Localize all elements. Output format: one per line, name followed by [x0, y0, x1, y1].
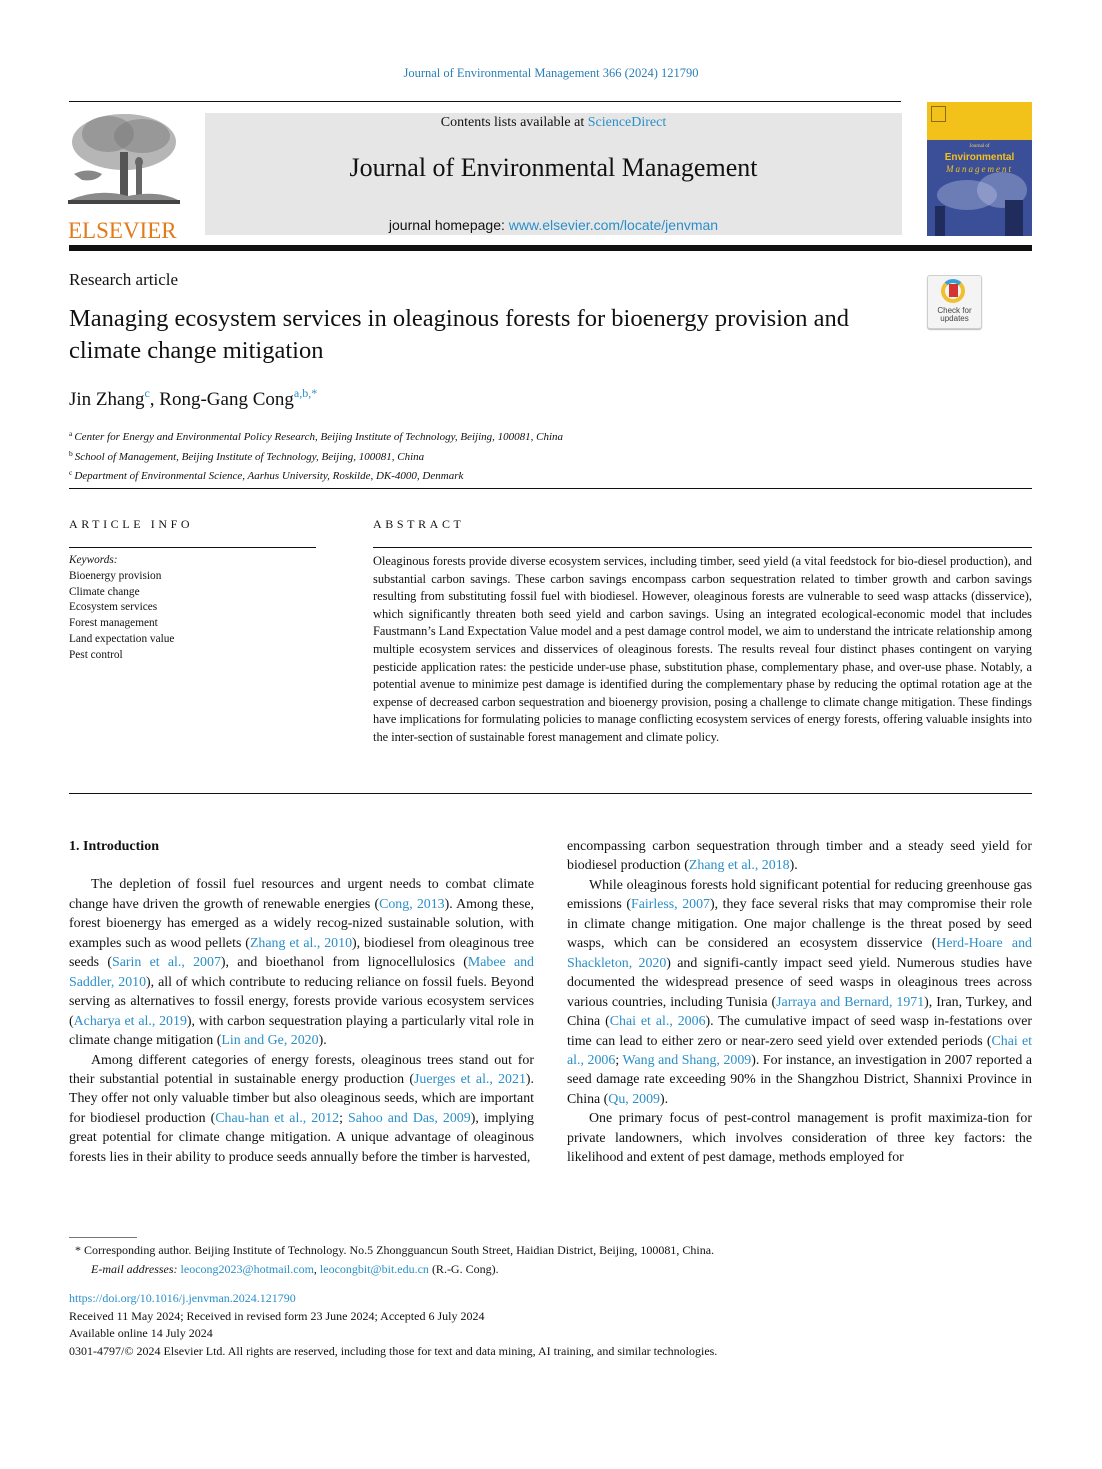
cover-title-line1: Environmental: [944, 152, 1015, 163]
citation-link[interactable]: Chai et al., 2006: [609, 1014, 706, 1030]
keyword-item: Pest control: [69, 648, 123, 661]
publication-info: [69, 1290, 717, 1360]
copyright-line: 0301-4797/© 2024 Elsevier Ltd. All rights are reserved, including those for text and data mining, AI training, and similar technologies.: [69, 1343, 718, 1358]
article-type: Research article: [69, 270, 179, 289]
history-line: Received 11 May 2024; Received in revised form 23 June 2024; Accepted 6 July 2024: [69, 1308, 485, 1323]
doi-link[interactable]: https://doi.org/10.1016/j.jenvman.2024.121790: [69, 1291, 296, 1305]
sciencedirect-link[interactable]: ScienceDirect: [587, 115, 667, 130]
article-info-heading: ARTICLE INFO: [69, 517, 194, 531]
online-date: Available online 14 July 2024: [69, 1326, 213, 1340]
journal-banner: [205, 113, 902, 235]
author-affiliation-mark[interactable]: c: [144, 386, 150, 400]
author-list: Jin Zhang$^c$, Rong-Gang Cong$^{a,b,*}$: [69, 386, 318, 410]
keywords-block: [69, 553, 174, 664]
homepage-line: journal homepage: www.elsevier.com/locate/jenvman: [388, 217, 719, 233]
elsevier-logo[interactable]: [68, 112, 180, 243]
journal-title: Journal of Environmental Management: [349, 153, 758, 182]
keyword-item: Bioenergy provision: [69, 569, 162, 582]
journal-homepage-link[interactable]: www.elsevier.com/locate/jenvman: [508, 217, 719, 233]
citation-link[interactable]: Sahoo and Das, 2009: [347, 1110, 471, 1126]
keyword-item: Climate change: [69, 585, 140, 598]
affiliation-item: $^a$ Center for Energy and Environmental Policy Research, Beijing Institute of Technology, Beijing, 100081, China: [69, 429, 564, 443]
crossmark-bookmark-icon: [949, 284, 958, 297]
cover-journal-of: Journal of: [969, 144, 990, 149]
corresponding-author-note: * Corresponding author. Beijing Institute of Technology. No.5 Zhongguancun South Street, Haidian District, Beijing, 100081, China.: [75, 1243, 715, 1257]
section-rule: [69, 488, 1032, 489]
header-rule: [69, 101, 901, 102]
running-head: Journal of Environmental Management 366 (2024) 121790: [403, 66, 699, 80]
paragraph: The depletion of fossil fuel resources and urgent needs to combat climate change have driven the growth of renewable energies (Cong, 2013). Among these, forest bioenergy has emerged as a widely recog-nized sustainable solution, with examples such as wood pellets (Zhang et al., 2010), biodiesel from oleaginous tree seeds (Sarin et al., 2007), and bioethanol from lignocellulosics (Mabee and Saddler, 2010), all of which contribute to reducing reliance on fossil fuels. Beyond serving as alternatives to fossil energy, forests provide various ecosystem services (Acharya et al., 2019), with carbon sequestration playing a particularly vital role in climate change mitigation (Lin and Ge, 2020).: [69, 877, 535, 1049]
contents-line: Contents lists available at ScienceDirect: [440, 115, 667, 130]
citation-link[interactable]: Cong, 2013: [379, 896, 445, 912]
email-link[interactable]: leocongbit@bit.edu.cn: [319, 1262, 429, 1276]
cover-title-line2: Management: [946, 164, 1013, 174]
keyword-item: Ecosystem services: [69, 601, 158, 614]
abstract-heading: ABSTRACT: [373, 517, 465, 531]
citation-link[interactable]: Acharya et al., 2019: [73, 1013, 187, 1029]
footnotes: [75, 1241, 714, 1279]
paragraph: While oleaginous forests hold significant potential for reducing greenhouse gas emissions (Fairless, 2007), they face several risks that may compromise their role in climate change mitigation. One major challenge is the threat posed by seed wasps, which can be considered an ecosystem disservice (Herd-Hoare and Shackleton, 2020) and signifi-cantly impact seed yield. Numerous studies have documented the widespread presence of seed wasps in oleaginous trees across various countries, including Tunisia (Jarraya and Bernard, 1971), Iran, Turkey, and China (Chai et al., 2006). The cumulative impact of seed wasp in-festations over time can lead to either zero or near-zero seed yield over extended periods (Chai et al., 2006; Wang and Shang, 2009). For instance, an investigation in 2007 reported a seed damage rate exceeding 90% in the Shangzhou District, Shannixi Province in China (Qu, 2009).: [567, 877, 1032, 1107]
cover-elsevier-icon: [931, 106, 946, 122]
citation-link[interactable]: Mabee and Saddler, 2010: [69, 955, 534, 990]
footnote-rule: [69, 1237, 137, 1238]
email-line: E-mail addresses: leocong2023@hotmail.com, leocongbit@bit.edu.cn (R.-G. Cong).: [91, 1262, 499, 1276]
citation-link[interactable]: Herd-Hoare and Shackleton, 2020: [567, 936, 1032, 971]
journal-cover[interactable]: [927, 102, 1032, 236]
article-info-rule: [69, 547, 316, 548]
paragraph: One primary focus of pest-control management is profit maximiza-tion for private landowners, which involves consideration of three key factors: the likelihood and extent of pest damage, methods employed for: [567, 1111, 1032, 1166]
citation-link[interactable]: Fairless, 2007: [630, 897, 710, 913]
citation-link[interactable]: Jarraya and Bernard, 1971: [776, 994, 925, 1010]
citation-link[interactable]: Chai et al., 2006: [567, 1033, 1032, 1068]
citation-link[interactable]: Lin and Ge, 2020: [221, 1033, 319, 1049]
citation-link[interactable]: Zhang et al., 2010: [249, 935, 353, 951]
cover-building: [1005, 200, 1023, 236]
elsevier-wordmark: ELSEVIER: [68, 218, 177, 243]
keyword-item: Land expectation value: [69, 632, 175, 645]
affiliation-item: $^c$ Department of Environmental Science, Aarhus University, Roskilde, DK-4000, Denmark: [69, 468, 464, 482]
keywords-label: Keywords:: [69, 554, 118, 566]
author-name[interactable]: Jin Zhang: [69, 389, 145, 410]
body-column-right: [567, 837, 1032, 1168]
author-affiliation-mark[interactable]: a,b,*: [293, 386, 318, 400]
header-thick-rule: [69, 245, 1032, 251]
citation-link[interactable]: Chau-han et al., 2012: [215, 1110, 340, 1126]
citation-link[interactable]: Zhang et al., 2018: [688, 858, 790, 874]
paragraph: Among different categories of energy forests, oleaginous trees stand out for their substantial potential in sustainable energy production (Juerges et al., 2021). They offer not only valuable timber but also oleaginous seeds, which are important for biodiesel production (Chau-han et al., 2012; Sahoo and Das, 2009), implying great potential for climate change mitigation. A unique advantage of oleaginous forests lies in their ability to produce seeds annually before the timber is harvested,: [69, 1052, 534, 1165]
abstract-bottom-rule: [69, 793, 1032, 794]
paragraph-continued: encompassing carbon sequestration through timber and a steady seed yield for biodiesel production (Zhang et al., 2018).: [567, 839, 1032, 874]
abstract-rule: [373, 547, 1032, 548]
check-for-updates-button[interactable]: Check for updates: [927, 275, 982, 329]
affiliations: [69, 426, 563, 485]
citation-link[interactable]: Sarin et al., 2007: [111, 955, 221, 971]
keyword-item: Forest management: [69, 617, 158, 630]
tree-icon: [68, 112, 180, 212]
affiliation-item: $^b$ School of Management, Beijing Institute of Technology, Beijing, 100081, China: [69, 448, 425, 463]
email-link[interactable]: leocong2023@hotmail.com: [180, 1262, 314, 1276]
citation-link[interactable]: Wang and Shang, 2009: [622, 1052, 752, 1068]
citation-link[interactable]: Qu, 2009: [608, 1091, 660, 1107]
author-name[interactable]: Rong-Gang Cong: [159, 389, 294, 410]
section-heading: 1. Introduction: [69, 839, 159, 854]
citation-link[interactable]: Juerges et al., 2021: [414, 1071, 526, 1087]
abstract-text: Oleaginous forests provide diverse ecosystem services, including timber, seed yield (a vital feedstock for bio-diesel production), and substantial carbon savings. These carbon savings encompass carbon sequestration related to timber growth and carbon savings resulting from substituting fossil fuel with biodiesel. However, oleaginous forests are vulnerable to seed wasp attacks (disservice), which significantly threaten both seed yield and carbon savings. Using an integrated ecological-economic model that includes Faustmann’s Land Expectation Value model and a pest damage control model, we aim to understand the intricate relationship among multiple ecosystem services and disservices of oleaginous forests. The results reveal four distinct phases contingent on varying pesticide application rates: the pesticide under-use phase, substitution phase, complementary phase, and over-use phase. Notably, a potential avenue to minimize pest damage is identified during the complementary phase by reducing the optimal rotation age at the expense of decreased carbon sequestration and bioenergy provision, posing a challenge to climate change mitigation. These findings have implications for formulating policies to manage conflicting ecosystem services of energy forests, offering valuable insights into the inter-section of sustainable forest management and climate policy.: [373, 554, 1032, 744]
article-title: Managing ecosystem services in oleaginous forests for bioenergy provision and climate change mitigation: [69, 305, 849, 364]
body-column-left: [69, 837, 534, 1167]
cover-building: [935, 206, 945, 236]
